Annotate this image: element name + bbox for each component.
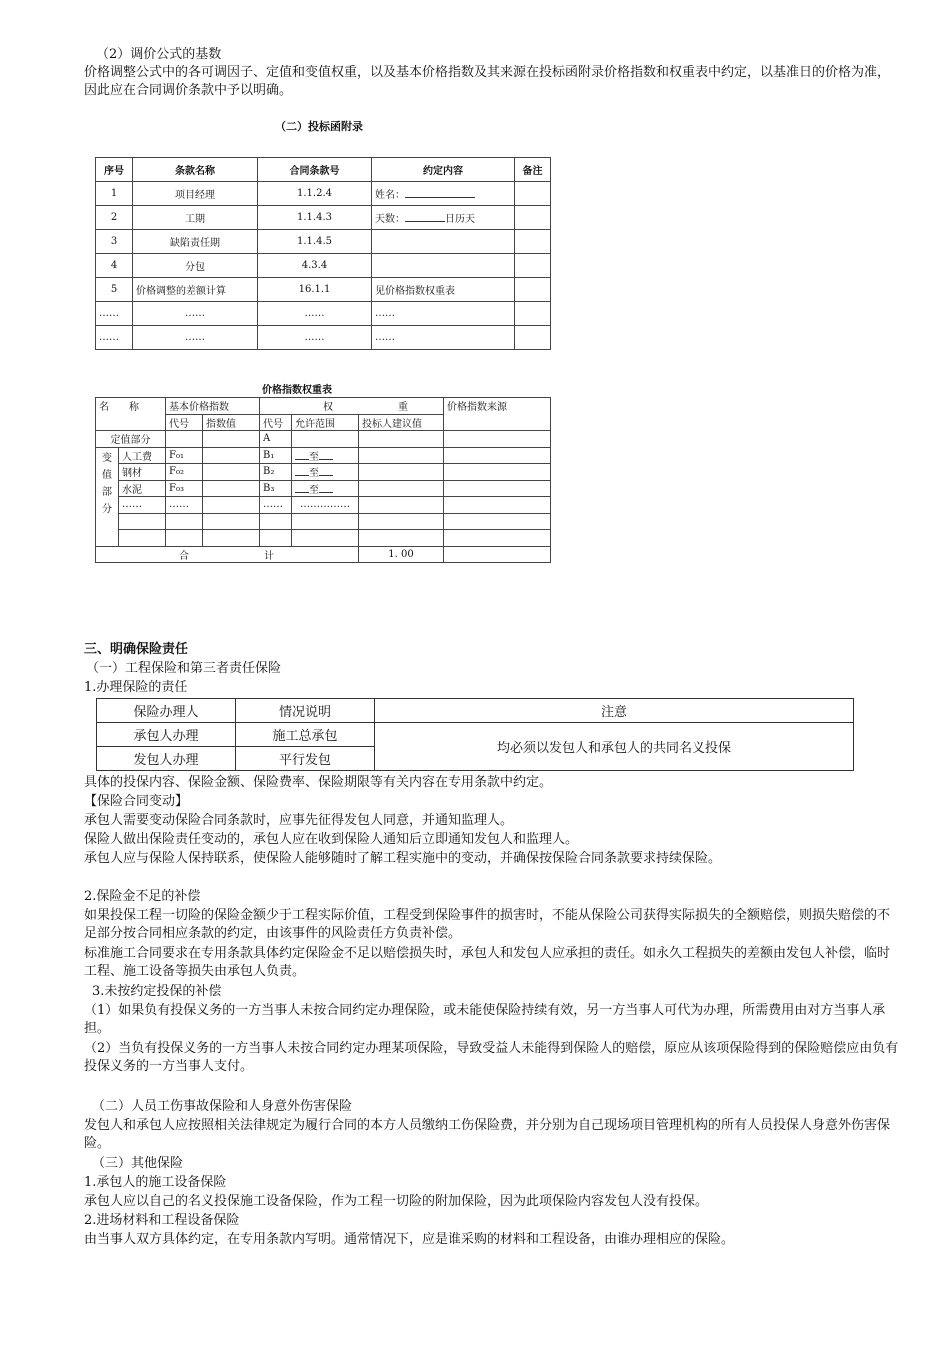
table-row: [96, 513, 551, 530]
cell-content: 姓名：: [372, 182, 515, 206]
subsection-heading: （三）其他保险: [92, 1156, 184, 1171]
empty-cell: [119, 513, 166, 530]
row-range: 至: [292, 480, 359, 497]
fixed-code: A: [260, 431, 292, 448]
variable-part-label: 变 值 部 分: [96, 447, 119, 546]
table-header-row: [96, 398, 551, 415]
row-weight-code: B₃: [260, 480, 292, 497]
empty-cell: [359, 431, 444, 448]
section-title-insurance: 三、明确保险责任: [84, 642, 189, 657]
empty-cell: [119, 530, 166, 547]
row-name: 水泥: [119, 480, 166, 497]
empty-cell: [166, 513, 203, 530]
table-row: [97, 723, 854, 747]
cell-who: 承包人办理: [97, 723, 236, 747]
header-cell: 保险办理人: [97, 699, 236, 723]
cell-name: 分包: [133, 254, 258, 278]
header-cell: 条款名称: [133, 158, 258, 182]
table-row: [96, 302, 551, 326]
paragraph: 由当事人双方具体约定，在专用条款内写明。通常情况下，应是谁采购的材料和工程设备，由谁办理相应的保险。: [84, 1232, 735, 1247]
empty-cell: [166, 530, 203, 547]
table-row: [96, 182, 551, 206]
row-name: 人工费: [119, 447, 166, 464]
cell-remark: [515, 230, 551, 254]
subheader-code: 代号: [166, 414, 203, 431]
cell-situation: 平行发包: [236, 747, 375, 771]
empty-cell: [444, 431, 551, 448]
cell-clause: 4.3.4: [258, 254, 372, 278]
cell-no: ……: [96, 326, 133, 350]
empty-cell: [359, 513, 444, 530]
row-weight-code: B₁: [260, 447, 292, 464]
empty-cell: [444, 447, 551, 464]
subsection-heading: （二）人员工伤事故保险和人身意外伤害保险: [92, 1099, 353, 1114]
cell-clause: 16.1.1: [258, 278, 372, 302]
cell-remark: [515, 206, 551, 230]
row-name: ……: [119, 497, 166, 514]
row-weight-code: B₂: [260, 464, 292, 481]
table-row: [96, 497, 551, 514]
paragraph: 承包人应与保险人保持联系，使保险人能够随时了解工程实施中的变动，并确保按保险合同条款要求持续保险。: [84, 851, 722, 866]
header-cell: 情况说明: [236, 699, 375, 723]
blank-line: [405, 187, 475, 198]
row-range: 至: [292, 464, 359, 481]
row-code: F₀₁: [166, 447, 203, 464]
empty-cell: [203, 480, 260, 497]
paragraph: 承包人应以自己的名义投保施工设备保险，作为工程一切险的附加保险，因为此项保险内容发包人没有投保。: [84, 1194, 709, 1209]
cell-no: 1: [96, 182, 133, 206]
cell-name: ……: [133, 326, 258, 350]
table-row: [96, 230, 551, 254]
table-header-row: [96, 158, 551, 182]
empty-cell: [203, 513, 260, 530]
blank-line: [405, 211, 445, 222]
empty-cell: [444, 497, 551, 514]
cell-clause: 1.1.4.3: [258, 206, 372, 230]
section-heading-formula-base: （2）调价公式的基数: [96, 47, 222, 62]
paragraph: 发包人和承包人应按照相关法律规定为履行合同的本方人员缴纳工伤保险费，并分别为自己现场项目管理机构的所有人员投保人身意外伤害保险。: [84, 1118, 891, 1151]
row-code: ……: [166, 497, 203, 514]
paragraph-formula-base: 价格调整公式中的各可调因子、定值和变值权重，以及基本价格指数及其来源在投标函附录价格指数和权重表中约定，以基准日的价格为准，因此应在合同调价条款中予以明确。: [84, 65, 891, 98]
table-header-row: [97, 699, 854, 723]
subheader-bid-value: 投标人建议值: [359, 414, 444, 431]
table-row: [96, 278, 551, 302]
weights-caption: 价格指数权重表: [262, 385, 332, 396]
cell-name: 工期: [133, 206, 258, 230]
row-name: 钢材: [119, 464, 166, 481]
header-name: 名 称: [96, 398, 166, 431]
cell-clause: 1.1.4.5: [258, 230, 372, 254]
subheader-code: 代号: [260, 414, 292, 431]
cell-clause: 1.1.2.4: [258, 182, 372, 206]
row-code: F₀₂: [166, 464, 203, 481]
empty-cell: [166, 431, 203, 448]
empty-cell: [203, 431, 260, 448]
cell-content: 天数： 日历天: [372, 206, 515, 230]
cell-situation: 施工总承包: [236, 723, 375, 747]
empty-cell: [260, 530, 292, 547]
cell-clause: ……: [258, 326, 372, 350]
cell-remark: [515, 302, 551, 326]
paragraph: 具体的投保内容、保险金额、保险费率、保险期限等有关内容在专用条款中约定。: [84, 775, 553, 790]
empty-cell: [359, 464, 444, 481]
paragraph: 标准施工合同要求在专用条款具体约定保险金不足以赔偿损失时，承包人和发包人应承担的责任。如永久工程损失的差额由发包人补偿，临时工程、施工设备等损失由承包人负责。: [84, 946, 891, 979]
empty-cell: [359, 497, 444, 514]
table-row: [96, 254, 551, 278]
blank-line: [319, 449, 333, 460]
item-heading: 2.进场材料和工程设备保险: [84, 1213, 240, 1228]
insurance-responsibility-table: [96, 698, 854, 771]
empty-cell: [260, 513, 292, 530]
table-row: [96, 431, 551, 448]
header-cell: 约定内容: [372, 158, 515, 182]
header-weight: 权 重: [260, 398, 444, 415]
appendix-caption: （二）投标函附录: [275, 120, 363, 133]
empty-cell: [359, 480, 444, 497]
cell-content: ……: [372, 302, 515, 326]
item-heading: 1.承包人的施工设备保险: [84, 1175, 227, 1190]
cell-no: 5: [96, 278, 133, 302]
cell-content: [372, 230, 515, 254]
table-row: [96, 206, 551, 230]
bid-appendix-table: [95, 157, 551, 350]
empty-cell: [444, 530, 551, 547]
empty-cell: [292, 431, 359, 448]
fixed-part-label: 定值部分: [96, 431, 166, 448]
empty-cell: [203, 530, 260, 547]
cell-remark: [515, 278, 551, 302]
cell-no: ……: [96, 302, 133, 326]
paragraph: 承包人需要变动保险合同条款时，应事先征得发包人同意，并通知监理人。: [84, 813, 514, 828]
cell-remark: [515, 326, 551, 350]
row-range: ……………: [292, 497, 359, 514]
header-cell: 备注: [515, 158, 551, 182]
blank-line: [319, 465, 333, 476]
blank-line: [295, 465, 309, 476]
subheader-index-value: 指数值: [203, 414, 260, 431]
item-heading: 3.未按约定投保的补偿: [92, 984, 222, 999]
table-row: [96, 530, 551, 547]
empty-cell: [203, 464, 260, 481]
cell-remark: [515, 254, 551, 278]
table-row: [96, 326, 551, 350]
price-index-weight-table: [95, 397, 551, 563]
bracket-heading: 【保险合同变动】: [84, 794, 189, 809]
paragraph: （2）当负有投保义务的一方当事人未按合同约定办理某项保险，导致受益人未能得到保险人的赔偿，原应从该项保险得到的保险赔偿应由负有投保义务的一方当事人支付。: [84, 1041, 899, 1074]
paragraph: 保险人做出保险责任变动的，承包人应在收到保险人通知后立即通知发包人和监理人。: [84, 832, 579, 847]
cell-name: ……: [133, 302, 258, 326]
empty-cell: [444, 480, 551, 497]
cell-name: 价格调整的差额计算: [133, 278, 258, 302]
header-cell: 序号: [96, 158, 133, 182]
empty-cell: [203, 497, 260, 514]
row-range: 至: [292, 447, 359, 464]
total-value: 1. 00: [359, 546, 444, 563]
cell-no: 4: [96, 254, 133, 278]
blank-line: [295, 449, 309, 460]
empty-cell: [292, 530, 359, 547]
item-heading: 1.办理保险的责任: [84, 680, 188, 695]
blank-line: [295, 482, 309, 493]
header-cell: 合同条款号: [258, 158, 372, 182]
cell-name: 缺陷责任期: [133, 230, 258, 254]
cell-clause: ……: [258, 302, 372, 326]
subheader-range: 允许范围: [292, 414, 359, 431]
cell-who: 发包人办理: [97, 747, 236, 771]
empty-cell: [359, 447, 444, 464]
empty-cell: [292, 513, 359, 530]
empty-cell: [444, 513, 551, 530]
cell-content: 见价格指数权重表: [372, 278, 515, 302]
subsection-heading: （一）工程保险和第三者责任保险: [86, 661, 282, 676]
header-cell: 注意: [375, 699, 854, 723]
blank-line: [319, 482, 333, 493]
table-total-row: [96, 546, 551, 563]
table-row: [96, 464, 551, 481]
empty-cell: [203, 447, 260, 464]
header-index-source: 价格指数来源: [444, 398, 551, 431]
cell-remark: [515, 182, 551, 206]
empty-cell: [444, 546, 551, 563]
cell-content: ……: [372, 326, 515, 350]
cell-note: 均必须以发包人和承包人的共同名义投保: [375, 723, 854, 771]
row-code: F₀₃: [166, 480, 203, 497]
cell-content: [372, 254, 515, 278]
item-heading: 2.保险金不足的补偿: [84, 889, 201, 904]
cell-name: 项目经理: [133, 182, 258, 206]
header-base-index: 基本价格指数: [166, 398, 260, 415]
total-label: 合 计: [96, 546, 359, 563]
table-row: [96, 447, 551, 464]
paragraph: 如果投保工程一切险的保险金额少于工程实际价值，工程受到保险事件的损害时，不能从保险公司获得实际损失的全额赔偿，则损失赔偿的不足部分按合同相应条款的约定，由该事件的风险责任方负责补偿。: [84, 908, 891, 941]
row-weight-code: ……: [260, 497, 292, 514]
cell-no: 2: [96, 206, 133, 230]
cell-no: 3: [96, 230, 133, 254]
table-row: [96, 480, 551, 497]
paragraph: （1）如果负有投保义务的一方当事人未按合同约定办理保险，或未能使保险持续有效，另一方当事人可代为办理，所需费用由对方当事人承担。: [84, 1003, 886, 1036]
empty-cell: [359, 530, 444, 547]
empty-cell: [444, 464, 551, 481]
